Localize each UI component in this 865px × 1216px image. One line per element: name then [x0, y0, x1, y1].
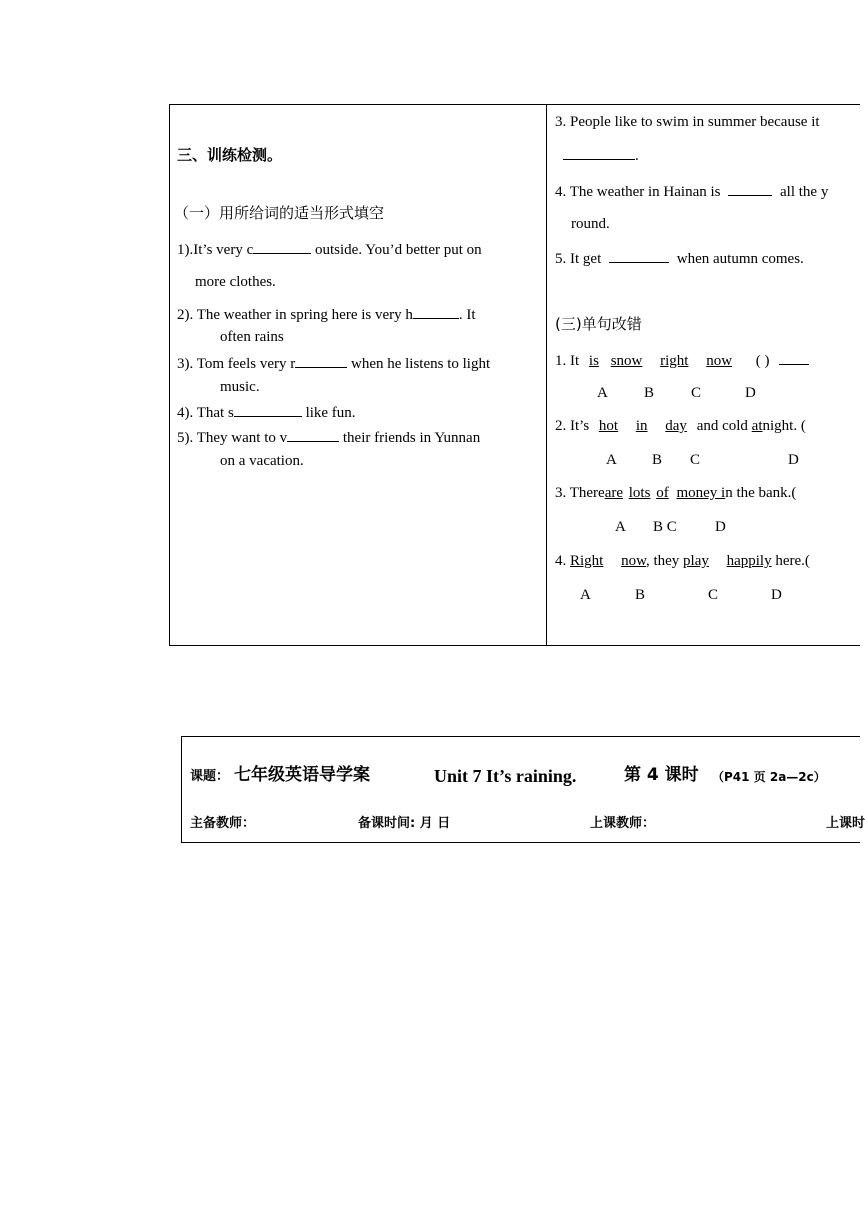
lesson-number: 第 4 课时	[624, 765, 699, 785]
answer-blank[interactable]	[295, 355, 347, 368]
right-question-3-blank[interactable]: .	[563, 147, 639, 164]
question-1-cont: more clothes.	[195, 274, 276, 290]
question-4: 4). That s like fun.	[177, 405, 356, 421]
question-5-cont: on a vacation.	[220, 453, 304, 469]
answer-blank[interactable]	[287, 429, 339, 442]
table-bottom-border	[169, 645, 860, 646]
class-time-label: 上课时	[826, 816, 865, 831]
page-range: （P41 页 2a—2c）	[712, 770, 826, 784]
error-sentence-3: 3. Thereare lots of money in the bank.(	[555, 485, 797, 501]
right-question-4-cont: round.	[571, 216, 610, 232]
table-left-border	[169, 104, 170, 646]
right-column: 3. People like to swim in summer because it . 4. The weather in Hainan is all the y round. 5. It get when autumn comes. (三)单句改错 1. It is snow right now ( ) A B C D 2. It’s hot in day and cold atnight. ( A B C D 3. Thereare lots of money in the bank.( A B C D 4. Right now, they play happily here.( A B C D	[555, 114, 829, 603]
section-title: 三、训练检测。	[177, 146, 283, 164]
right-question-3: 3. People like to swim in summer because it	[555, 114, 820, 130]
right-question-5: 5. It get when autumn comes.	[555, 251, 804, 267]
right-question-4: 4. The weather in Hainan is all the y	[555, 184, 829, 200]
question-5: 5). They want to v their friends in Yunnan	[177, 430, 481, 446]
header-box-bottom	[181, 842, 860, 843]
lead-teacher-label: 主备教师：	[190, 816, 256, 831]
question-3-cont: music.	[220, 379, 260, 395]
part3-title: (三)单句改错	[555, 315, 642, 333]
part1-title: （一）用所给词的适当形式填空	[174, 204, 385, 222]
answer-blank[interactable]	[253, 241, 311, 254]
question-2: 2). The weather in spring here is very h . It	[177, 307, 476, 323]
answer-blank[interactable]	[779, 352, 809, 365]
question-1: 1).It’s very c outside. You’d better put on	[177, 242, 482, 258]
unit-title: Unit 7 It’s raining.	[434, 766, 577, 786]
question-2-cont: often rains	[220, 329, 284, 345]
answer-paren[interactable]: ( )	[755, 353, 770, 369]
error-sentence-1: 1. It is snow right now ( )	[555, 352, 809, 369]
answer-blank[interactable]	[728, 183, 772, 196]
error-sentence-4: 4. Right now, they play happily here.(	[555, 553, 810, 569]
class-teacher-label: 上课教师：	[590, 816, 656, 831]
answer-blank[interactable]	[234, 404, 302, 417]
prep-time-label: 备课时间: 月 日	[358, 816, 451, 831]
answer-blank[interactable]	[609, 250, 669, 263]
error-sentence-2: 2. It’s hot in day and cold atnight. (	[555, 418, 806, 434]
topic-label: 课题：	[190, 769, 230, 784]
lesson-header	[182, 737, 865, 842]
course-title: 七年级英语导学案	[234, 765, 370, 785]
answer-blank[interactable]	[413, 306, 459, 319]
question-3: 3). Tom feels very r when he listens to light	[177, 356, 491, 372]
